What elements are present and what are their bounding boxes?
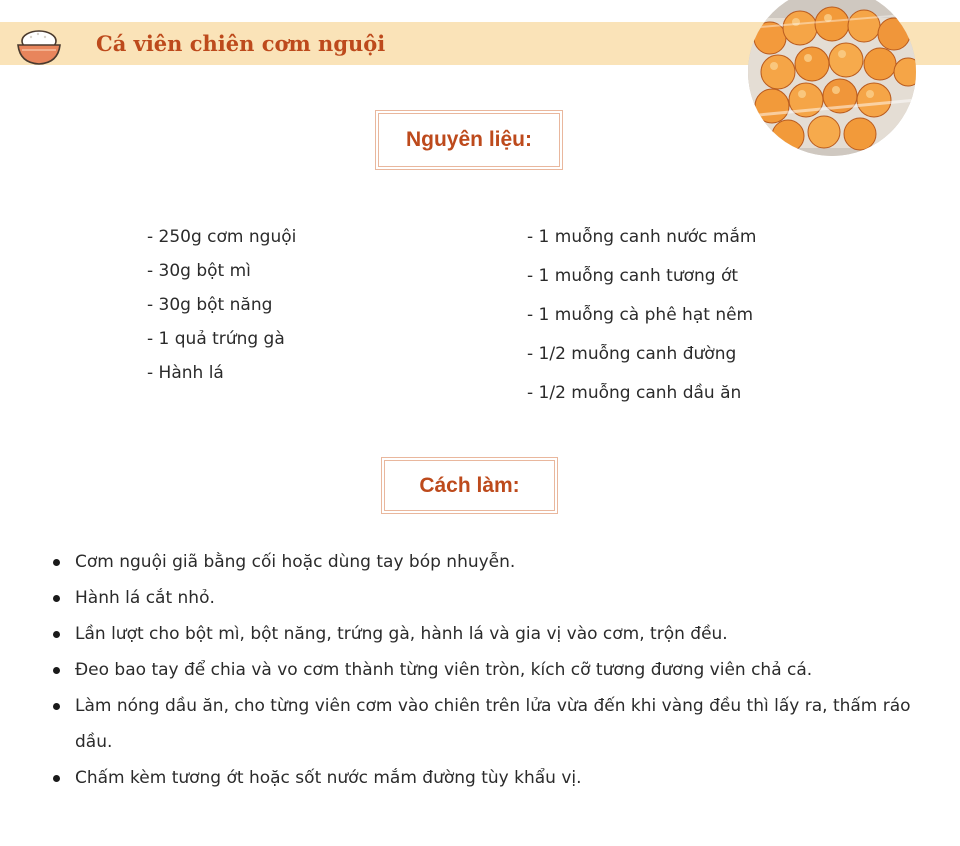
ingredient-item: - 30g bột năng <box>147 295 273 315</box>
method-step <box>47 616 927 652</box>
ingredient-item: - 30g bột mì <box>147 261 251 281</box>
ingredient-item: - 1 muỗng cà phê hạt nêm <box>527 305 754 325</box>
method-step <box>47 652 927 688</box>
step-text: Đeo bao tay để chia và vo cơm thành từng viên tròn, kích cỡ tương đương viên chả cá. <box>75 660 813 680</box>
step-text: Chấm kèm tương ớt hoặc sốt nước mắm đường tùy khẩu vị. <box>75 768 582 788</box>
ingredient-item: - 1/2 muỗng canh đường <box>527 344 737 364</box>
method-step <box>47 580 927 616</box>
ingredients-list-right <box>527 218 756 413</box>
dish-photo <box>748 0 916 156</box>
ingredients-heading: Nguyên liệu: <box>378 113 560 167</box>
step-text: Lần lượt cho bột mì, bột năng, trứng gà, hành lá và gia vị vào cơm, trộn đều. <box>75 624 728 644</box>
step-text: Hành lá cắt nhỏ. <box>75 588 215 608</box>
ingredient-item: - 250g cơm nguội <box>147 227 297 247</box>
method-heading: Cách làm: <box>384 460 555 511</box>
method-step <box>47 688 927 760</box>
ingredient-item: - 1 muỗng canh tương ớt <box>527 266 739 286</box>
method-step <box>47 760 927 796</box>
method-step <box>47 544 927 580</box>
rice-bowl-icon <box>14 23 64 67</box>
recipe-title: Cá viên chiên cơm nguội <box>96 31 386 56</box>
bullet-icon <box>53 667 60 674</box>
method-steps-list <box>47 544 927 796</box>
ingredient-item: - Hành lá <box>147 363 224 383</box>
step-text: Cơm nguội giã bằng cối hoặc dùng tay bóp nhuyễn. <box>75 552 516 572</box>
bullet-icon <box>53 703 60 710</box>
bullet-icon <box>53 631 60 638</box>
ingredient-item: - 1 muỗng canh nước mắm <box>527 227 757 247</box>
bullet-icon <box>53 559 60 566</box>
ingredient-item: - 1/2 muỗng canh dầu ăn <box>527 383 742 403</box>
ingredient-item: - 1 quả trứng gà <box>147 329 285 349</box>
bullet-icon <box>53 595 60 602</box>
bullet-icon <box>53 775 60 782</box>
ingredients-list-left <box>147 220 296 390</box>
step-text: Làm nóng dầu ăn, cho từng viên cơm vào chiên trên lửa vừa đến khi vàng đều thì lấy ra, thấm ráo dầu. <box>75 696 911 752</box>
